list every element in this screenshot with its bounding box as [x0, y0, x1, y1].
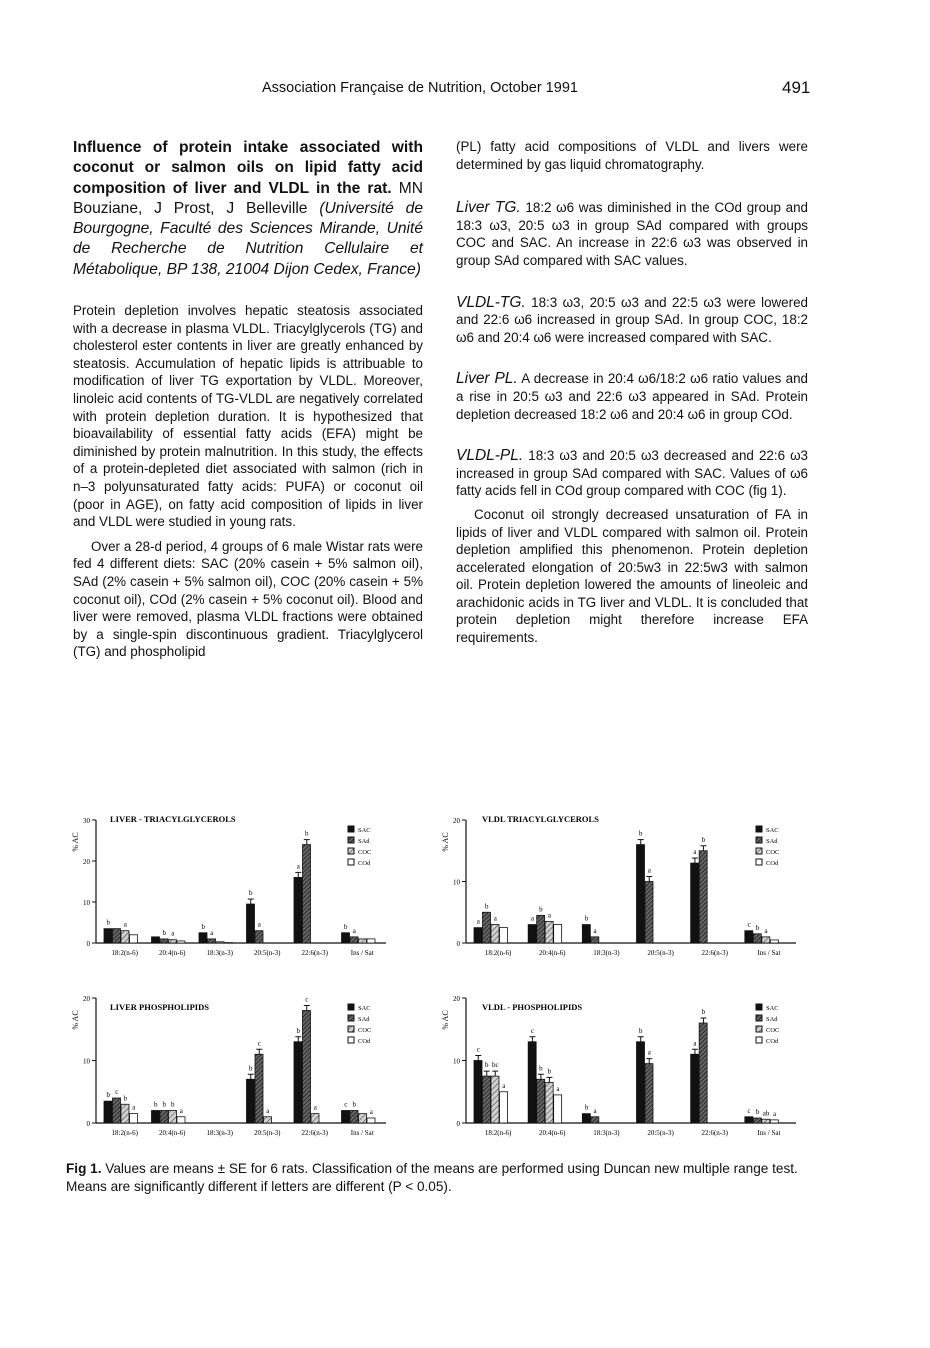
section-text: 18:3 ω3 and 20:5 ω3 decreased and 22:6 ω3 increased in group SAd compared with SAC. Values of ω6 fatty acids fell in COd group compared with COC (fig 1). — [456, 448, 808, 499]
significance-letter: b — [485, 1061, 489, 1070]
bar-sac — [474, 1061, 482, 1124]
significance-letter: c — [305, 995, 309, 1004]
bar-coc — [216, 942, 224, 943]
significance-letter: a — [547, 911, 551, 920]
legend-swatch-cod — [348, 859, 354, 865]
category-label: 22:6(n-3) — [301, 949, 328, 957]
category-label: Ins / Sat — [350, 1129, 374, 1137]
page-header — [0, 78, 930, 102]
bar-cod — [177, 1117, 185, 1123]
legend-label: COd — [766, 1038, 779, 1045]
y-axis-label: % AC — [441, 1010, 450, 1030]
section-text: A decrease in 20:4 ω6/18:2 ω6 ratio values and a rise in 20:5 ω3 and 22:6 ω3 appeared in SAd. Protein depletion decreased 18:2 ω6 and 20:4 ω6 in group COd. — [456, 371, 808, 422]
bar-coc — [121, 931, 129, 943]
significance-letter: b — [296, 1026, 300, 1035]
significance-letter: a — [476, 917, 480, 926]
bar-sac — [104, 1101, 112, 1123]
journal-name: Association Française de Nutrition, October 1991 — [262, 80, 578, 96]
category-label: 22:6(n-3) — [301, 1129, 328, 1137]
chart-panel-1 — [71, 814, 386, 957]
y-tick-label: 20 — [83, 858, 90, 866]
significance-letter: a — [296, 862, 300, 871]
bar-coc — [311, 1114, 319, 1123]
bar-sad — [591, 1117, 599, 1123]
category-label: 18:3(n-3) — [593, 949, 620, 957]
legend-label: SAd — [766, 838, 778, 845]
bar-sad — [699, 851, 707, 943]
category-label: 22:6(n-3) — [701, 949, 728, 957]
y-tick-label: 10 — [83, 899, 90, 907]
category-label: 18:3(n-3) — [206, 1129, 233, 1137]
bar-cod — [367, 939, 375, 943]
significance-letter: b — [305, 829, 309, 838]
bar-sad — [537, 915, 545, 943]
bar-sac — [104, 929, 112, 943]
legend-swatch-coc — [756, 1026, 762, 1032]
legend-swatch-coc — [348, 1026, 354, 1032]
category-label: 18:2(n-6) — [484, 949, 512, 957]
article-authors: MN Bouziane, J Prost, J Belleville — [73, 179, 423, 217]
chart-title: VLDL - PHOSPHOLIPIDS — [482, 1002, 583, 1012]
legend-swatch-cod — [756, 859, 762, 865]
section-vldl-tg — [456, 294, 808, 347]
section-vldl-pl — [456, 447, 808, 500]
chart-title: VLDL TRIACYLGLYCEROLS — [482, 814, 599, 824]
significance-letter: a — [313, 1103, 317, 1112]
legend-swatch-coc — [348, 848, 354, 854]
significance-letter: c — [257, 1039, 261, 1048]
bar-sac — [691, 863, 699, 943]
bar-coc — [762, 937, 770, 943]
significance-letter: c — [115, 1088, 119, 1096]
bar-sac — [342, 1111, 350, 1124]
figure-1 — [66, 808, 806, 1148]
bar-coc — [762, 1119, 770, 1123]
bar-sad — [350, 1111, 358, 1124]
legend-label: COd — [766, 860, 779, 867]
significance-letter: a — [593, 1106, 597, 1115]
legend-swatch-sac — [348, 1004, 354, 1010]
significance-letter: a — [647, 866, 651, 875]
bar-sac — [691, 1054, 699, 1123]
significance-letter: b — [123, 1094, 127, 1103]
legend-label: SAd — [358, 1016, 370, 1023]
significance-letter: b — [344, 922, 348, 931]
bar-cod — [130, 935, 138, 943]
chart-panel-4 — [441, 995, 796, 1137]
significance-letter: b — [701, 1008, 706, 1016]
bar-sac — [199, 933, 207, 943]
significance-letter: c — [476, 1045, 480, 1054]
section-liver-tg — [456, 199, 808, 269]
y-axis-label: % AC — [71, 832, 80, 852]
significance-letter: c — [747, 1106, 751, 1115]
category-label: Ins / Sat — [757, 1129, 781, 1137]
significance-letter: a — [352, 926, 356, 935]
category-label: Ins / Sat — [757, 949, 781, 957]
bar-sac — [294, 1042, 302, 1123]
bar-sac — [247, 1079, 255, 1123]
bar-sac — [528, 925, 536, 943]
right-column — [456, 138, 808, 671]
significance-letter: b — [547, 1067, 552, 1076]
significance-letter: a — [647, 1048, 651, 1057]
category-label: 18:3(n-3) — [206, 949, 233, 957]
category-label: 22:6(n-3) — [701, 1129, 728, 1137]
bar-sad — [255, 1054, 263, 1123]
y-tick-label: 0 — [456, 940, 460, 948]
significance-letter: b — [106, 918, 110, 927]
category-label: 18:3(n-3) — [593, 1129, 620, 1137]
bar-cod — [500, 928, 508, 943]
significance-letter: a — [171, 929, 175, 938]
significance-letter: a — [530, 914, 534, 923]
bar-coc — [169, 940, 177, 943]
significance-letter: a — [123, 920, 127, 929]
bar-coc — [491, 1076, 499, 1123]
legend-swatch-cod — [348, 1037, 354, 1043]
significance-letter: b — [701, 835, 706, 844]
chart-title: LIVER - TRIACYLGLYCEROLS — [110, 814, 236, 824]
category-label: 20:5(n-3) — [254, 1129, 281, 1137]
category-label: 20:5(n-3) — [254, 949, 281, 957]
y-tick-label: 0 — [86, 940, 90, 948]
significance-letter: b — [755, 1108, 760, 1116]
y-tick-label: 0 — [456, 1120, 460, 1128]
bar-sad — [350, 937, 358, 943]
significance-letter: b — [584, 914, 589, 923]
bar-sad — [591, 937, 599, 943]
y-axis-label: % AC — [71, 1010, 80, 1030]
category-label: 18:2(n-6) — [111, 949, 138, 957]
bar-cod — [367, 1118, 375, 1123]
legend-label: COd — [358, 1038, 371, 1045]
bar-sac — [637, 845, 645, 943]
bar-sad — [208, 939, 216, 943]
category-label: 20:5(n-3) — [647, 1129, 674, 1137]
significance-letter: c — [344, 1100, 348, 1109]
bar-sac — [637, 1042, 645, 1123]
significance-letter: a — [764, 926, 768, 935]
category-label: 18:2(n-6) — [484, 1129, 512, 1137]
bar-sac — [582, 925, 590, 943]
bar-sad — [483, 1076, 491, 1123]
category-label: 20:4(n-6) — [159, 1129, 186, 1137]
figure-caption — [66, 1160, 816, 1196]
significance-letter: a — [210, 928, 214, 937]
bar-sac — [342, 933, 350, 943]
section-liver-pl — [456, 370, 808, 423]
bar-sac — [152, 1111, 160, 1124]
y-tick-label: 30 — [83, 817, 90, 825]
legend-swatch-sad — [756, 1015, 762, 1021]
significance-letter: b — [639, 829, 643, 838]
legend-label: SAd — [766, 1016, 778, 1023]
legend-swatch-sad — [348, 837, 354, 843]
legend-swatch-sad — [348, 1015, 354, 1021]
chart-panel-3 — [71, 995, 386, 1137]
bar-sac — [745, 1117, 753, 1123]
article-heading — [73, 138, 423, 280]
significance-letter: a — [369, 1108, 373, 1116]
bar-sac — [474, 928, 482, 943]
significance-letter: b — [352, 1100, 356, 1109]
significance-letter: a — [693, 848, 697, 857]
bar-cod — [770, 1120, 778, 1123]
y-tick-label: 10 — [453, 1057, 460, 1066]
category-label: Ins / Sat — [350, 949, 374, 957]
body-paragraph-2: Over a 28-d period, 4 groups of 6 male Wistar rats were fed 4 different diets: SAC (20% casein + 5% salmon oil), SAd (2% casein + 5% salmon oil), COC (20% casein + 5% coconut oil), COd (2% casein + 5% coconut oil). Blood and liver were removed, plasma VLDL fractions were obtained by a single-spin discontinuous gradient. Triacylglycerol (TG) and phospholipid — [73, 538, 423, 660]
bar-sad — [483, 912, 491, 943]
bar-sac — [528, 1042, 536, 1123]
y-tick-label: 10 — [83, 1057, 90, 1066]
significance-letter: b — [249, 1064, 253, 1073]
significance-letter: b — [639, 1026, 643, 1035]
category-label: 20:4(n-6) — [539, 949, 566, 957]
legend-label: SAC — [358, 827, 371, 834]
chart-title: LIVER PHOSPHOLIPIDS — [110, 1002, 209, 1012]
legend-label: SAC — [766, 827, 779, 834]
bar-sad — [255, 931, 263, 943]
y-tick-label: 20 — [83, 995, 90, 1003]
bar-coc — [545, 921, 553, 943]
bar-sad — [753, 1118, 761, 1123]
section-name: Liver PL. — [456, 370, 518, 388]
bar-cod — [554, 1095, 562, 1123]
legend-label: COC — [766, 1027, 780, 1034]
category-label: 18:2(n-6) — [111, 1129, 138, 1137]
y-tick-label: 20 — [453, 817, 460, 825]
legend-label: COC — [766, 849, 780, 856]
legend-swatch-sad — [756, 837, 762, 843]
y-tick-label: 10 — [453, 878, 460, 887]
category-label: 20:4(n-6) — [539, 1129, 566, 1137]
significance-letter: a — [693, 1039, 697, 1048]
bar-cod — [177, 941, 185, 943]
article-affiliation: (Université de Bourgogne, Faculté des Sciences Mirande, Unité de Recherche de Nutrition Cellulaire et Métabolique, BP 138, 21004 Dijon Cedex, France) — [73, 199, 423, 278]
body-paragraph-3: (PL) fatty acid compositions of VLDL and livers were determined by gas liquid chromatography. — [456, 139, 808, 172]
legend-swatch-sac — [756, 1004, 762, 1010]
legend-swatch-cod — [756, 1037, 762, 1043]
bar-sad — [160, 939, 168, 943]
bar-sad — [645, 882, 653, 944]
section-text: 18:3 ω3, 20:5 ω3 and 22:5 ω3 were lowered and 22:6 ω6 increased in group SAd. In group COC, 18:2 ω6 and 20:4 ω6 were increased compared with SAC. — [456, 294, 808, 345]
significance-letter: a — [556, 1084, 560, 1093]
bar-sac — [294, 877, 302, 943]
significance-letter: a — [179, 1106, 183, 1115]
significance-letter: b — [162, 928, 166, 937]
bar-coc — [264, 1117, 272, 1123]
y-tick-label: 0 — [86, 1120, 90, 1128]
significance-letter: a — [132, 1103, 136, 1112]
bar-sad — [303, 1011, 311, 1124]
bar-sac — [152, 937, 160, 943]
legend-swatch-sac — [756, 826, 762, 832]
significance-letter: b — [162, 1100, 166, 1109]
bar-coc — [545, 1082, 553, 1123]
significance-letter: b — [201, 922, 205, 931]
significance-letter: a — [257, 920, 261, 929]
legend-swatch-sac — [348, 826, 354, 832]
bar-coc — [359, 939, 367, 943]
bar-cod — [130, 1114, 138, 1123]
bar-sad — [699, 1023, 707, 1123]
bar-sac — [247, 904, 255, 943]
section-text: 18:2 ω6 was diminished in the COd group and 18:3 ω3, 20:5 ω3 in group SAd compared with groups COC and SAC. An increase in 22:6 ω3 was observed in group SAd compared with SAC values. — [456, 200, 808, 268]
significance-letter: c — [747, 920, 751, 929]
section-name: VLDL-TG. — [456, 293, 526, 311]
bar-sad — [303, 845, 311, 943]
category-label: 20:4(n-6) — [159, 949, 186, 957]
significance-letter: b — [755, 923, 760, 932]
bar-sad — [645, 1064, 653, 1123]
significance-letter: ab — [762, 1109, 770, 1118]
significance-letter: a — [593, 926, 597, 935]
bar-sad — [113, 929, 121, 943]
category-label: 20:5(n-3) — [647, 949, 674, 957]
significance-letter: a — [773, 1109, 777, 1118]
significance-letter: b — [485, 902, 489, 911]
bar-sad — [753, 934, 761, 943]
bar-coc — [121, 1104, 129, 1123]
legend-label: SAC — [766, 1005, 779, 1012]
body-paragraph-4: Coconut oil strongly decreased unsaturation of FA in lipids of liver and VLDL compared with salmon oil. Protein depletion amplified this phenomenon. Protein depletion accelerated elongation of 20:5w3 in 22:5w3 with salmon oil. Protein depletion lowered the amounts of lineoleic and arachidonic acids in TG liver and VLDL. It is concluded that protein depletion might therefore increase EFA requirements. — [456, 506, 808, 646]
page-number: 491 — [782, 78, 811, 97]
bar-cod — [554, 925, 562, 943]
significance-letter: b — [154, 1100, 158, 1109]
section-name: VLDL-PL. — [456, 447, 524, 465]
caption-text: Values are means ± SE for 6 rats. Classification of the means are performed using Duncan new multiple range test. Means are significantly different if letters are different (P < 0.05). — [66, 1161, 798, 1194]
significance-letter: a — [502, 1081, 506, 1090]
legend-label: COd — [358, 860, 371, 867]
legend-label: COC — [358, 1027, 372, 1034]
significance-letter: b — [539, 905, 543, 914]
significance-letter: b — [249, 889, 253, 898]
y-tick-label: 20 — [453, 995, 460, 1003]
significance-letter: bc — [491, 1061, 499, 1070]
chart-panel-2 — [441, 814, 796, 957]
legend-label: SAC — [358, 1005, 371, 1012]
bar-sad — [160, 1111, 168, 1124]
legend-label: COC — [358, 849, 372, 856]
bar-cod — [770, 940, 778, 943]
section-name: Liver TG. — [456, 199, 521, 217]
y-axis-label: % AC — [441, 832, 450, 852]
significance-letter: a — [493, 914, 497, 923]
article-title: Influence of protein intake associated with coconut or salmon oils on lipid fatty acid composition of liver and VLDL in the rat. — [73, 139, 423, 197]
significance-letter: b — [171, 1100, 175, 1109]
bar-coc — [169, 1111, 177, 1124]
bar-coc — [359, 1114, 367, 1123]
significance-letter: a — [266, 1106, 270, 1115]
significance-letter: b — [584, 1103, 589, 1112]
bar-sad — [113, 1098, 121, 1123]
bar-sad — [537, 1079, 545, 1123]
legend-label: SAd — [358, 838, 370, 845]
significance-letter: c — [530, 1026, 534, 1035]
significance-letter: b — [539, 1064, 543, 1073]
bar-coc — [491, 925, 499, 943]
bar-cod — [500, 1092, 508, 1123]
significance-letter: b — [106, 1091, 110, 1100]
legend-swatch-coc — [756, 848, 762, 854]
figure-1-charts — [66, 808, 806, 1148]
body-paragraph-1: Protein depletion involves hepatic steatosis associated with a decrease in plasma VLDL. Triacylglycerols (TG) and cholesterol ester contents in liver are greatly enhanced by steatosis. Accumulation of hepatic lipids is attribuable to modification of liver TG exportation by VLDL. Moreover, linoleic acid contents of TG-VLDL are negatively correlated with protein depletion duration. It is hypothesized that bioavailability of essential fatty acids (EFA) might be diminished by protein malnutrition. In this study, the effects of a protein-depleted diet associated with salmon (rich in n–3 polyunsaturated fatty acids: PUFA) or coconut oil (poor in AGE), on fatty acid composition of lipids in liver and VLDL were studied in young rats. — [73, 303, 423, 530]
bar-sac — [745, 931, 753, 943]
bar-sac — [582, 1114, 590, 1123]
caption-label: Fig 1. — [66, 1161, 102, 1176]
left-column — [73, 138, 423, 668]
